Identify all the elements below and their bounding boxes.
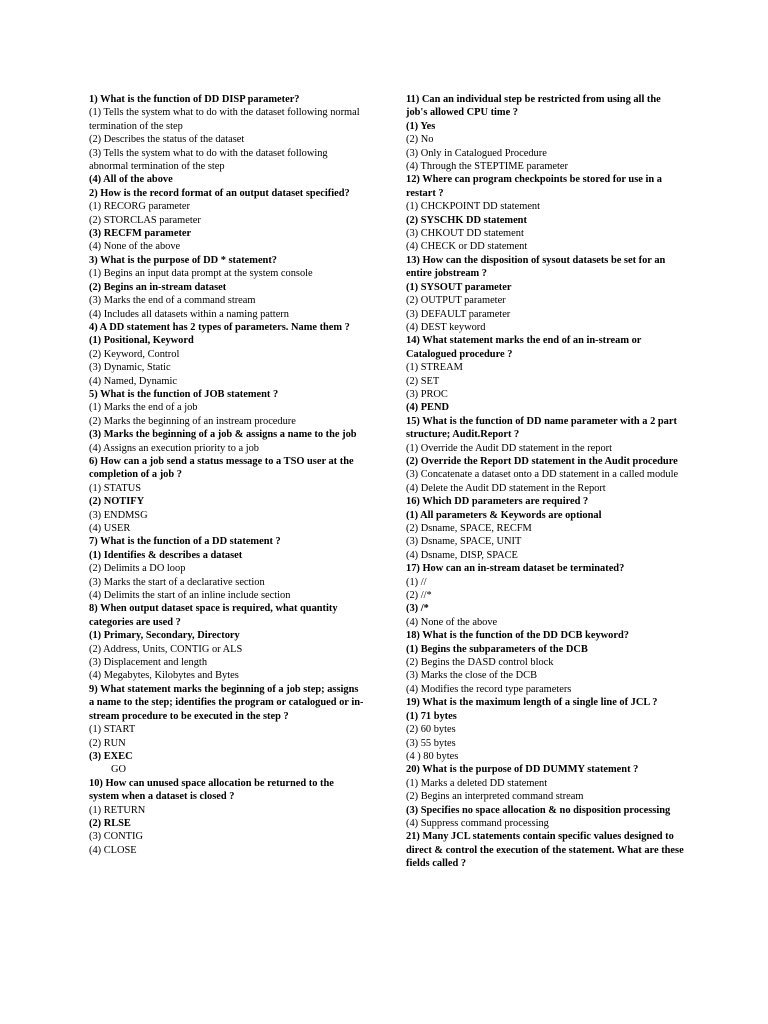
question-text: 3) What is the purpose of DD * statement? [89,254,277,266]
answer-option: (3) Displacement and length [89,657,208,669]
answer-option: (3) DEFAULT parameter [406,308,511,320]
correct-answer-option: (1) All parameters & Keywords are optional [406,509,602,521]
answer-option: (1) Begins an input data prompt at the system console [89,268,313,280]
correct-answer-option: (1) Identifies & describes a dataset [89,549,243,561]
answer-option: (2) Dsname, SPACE, RECFM [406,523,532,534]
answer-option: (3) Marks the start of a declarative section [89,576,265,588]
answer-option: (4) DEST keyword [406,321,486,333]
answer-option: (4) Through the STEPTIME parameter [406,161,568,173]
question-text: 18) What is the function of the DD DCB keyword? [406,630,629,642]
answer-option: (4) Includes all datasets within a naming pattern [89,308,289,320]
answer-option: (1) RECORG parameter [89,201,190,213]
answer-option: (4) Modifies the record type parameters [406,683,572,695]
correct-answer-option: (3) RECFM parameter [89,228,192,240]
question-text: 13) How can the disposition of sysout datasets be set for an entire jobstream ? [406,254,666,280]
correct-answer-option: (1) Primary, Secondary, Directory [89,630,240,642]
question-text: 9) What statement marks the beginning of a job step; assigns a name to the step; identifies the program or catalogued or in-stream procedure to be executed in the step ? [89,683,364,722]
answer-option: (4) CLOSE [89,844,137,856]
answer-option: (1) Marks a deleted DD statement [406,777,548,789]
answer-option: (3) CONTIG [89,831,143,843]
answer-option: (2) Begins an interpreted command stream [406,791,584,803]
correct-answer-option: (1) SYSOUT parameter [406,281,512,293]
question-text: 5) What is the function of JOB statement ? [89,388,279,400]
question-text: 6) How can a job send a status message to a TSO user at the completion of a job ? [89,455,354,481]
answer-option: (4) CHECK or DD statement [406,241,528,253]
answer-option: (3) PROC [406,388,448,400]
answer-option: (4) Megabytes, Kilobytes and Bytes [89,670,239,682]
answer-option: (2) No [406,134,434,146]
correct-answer-option: (4) All of the above [89,174,173,186]
question-text: 1) What is the function of DD DISP parameter? [89,94,300,105]
answer-option: (4) None of the above [89,241,181,253]
answer-option: (1) START [89,724,136,736]
answer-option: GO [111,764,127,776]
question-text: 2) How is the record format of an output dataset specified? [89,187,350,199]
answer-option: (1) Marks the end of a job [89,402,198,414]
correct-answer-option: (2) NOTIFY [89,496,145,508]
answer-option: (1) Tells the system what to do with the dataset following normal termination of the step [89,107,360,132]
question-text: 8) When output dataset space is required, what quantity categories are used ? [89,603,338,628]
answer-option: (4) Delete the Audit DD statement in the Report [406,482,606,494]
answer-option: (2) 60 bytes [406,724,456,736]
correct-answer-option: (1) Yes [406,120,436,132]
answer-option: (4) Suppress command processing [406,817,549,829]
question-text: 4) A DD statement has 2 types of parameters. Name them ? [89,321,350,333]
correct-answer-option: (3) /* [406,603,429,615]
answer-option: (3) Dynamic, Static [89,362,171,374]
answer-option: (4) Dsname, DISP, SPACE [406,549,518,561]
question-text: 12) Where can program checkpoints be stored for use in a restart ? [406,174,662,199]
answer-option: (3) Marks the close of the DCB [406,670,538,682]
correct-answer-option: (1) Positional, Keyword [89,335,194,347]
answer-option: (2) Describes the status of the dataset [89,134,245,146]
answer-option: (2) Begins the DASD control block [406,657,554,669]
question-text: 20) What is the purpose of DD DUMMY statement ? [406,764,639,776]
answer-option: (3) Concatenate a dataset onto a DD statement in a called module [406,469,679,481]
answer-option: (2) SET [406,375,440,387]
answer-option: (2) OUTPUT parameter [406,295,506,307]
question-text: 17) How can an in-stream dataset be terminated? [406,563,625,575]
answer-option: (3) 55 bytes [406,737,456,749]
answer-option: (4 ) 80 bytes [406,750,459,762]
answer-option: (2) Keyword, Control [89,348,180,360]
answer-option: (4) USER [89,523,131,534]
answer-option: (2) //* [406,590,432,602]
question-text: 21) Many JCL statements contain specific values designed to direct & control the execution of the statement. What are these fields called ? [406,831,684,870]
correct-answer-option: (3) EXEC [89,750,133,762]
answer-option: (3) ENDMSG [89,509,148,521]
answer-option: (3) Marks the end of a command stream [89,295,256,307]
answer-option: (3) Only in Catalogued Procedure [406,147,547,159]
correct-answer-option: (2) Begins an in-stream dataset [89,281,227,293]
right-column [406,93,684,871]
question-text: 19) What is the maximum length of a single line of JCL ? [406,697,658,709]
correct-answer-option: (1) 71 bytes [406,710,457,722]
question-text: 15) What is the function of DD name parameter with a 2 part structure; Audit.Report ? [406,415,677,441]
answer-option: (1) CHCKPOINT DD statement [406,201,541,213]
question-text: 11) Can an individual step be restricted from using all the job's allowed CPU time ? [406,94,661,119]
left-column [89,93,364,857]
answer-option: (1) STATUS [89,482,141,494]
answer-option: (3) Tells the system what to do with the dataset following abnormal termination of the step [89,147,328,173]
answer-option: (1) STREAM [406,362,463,374]
correct-answer-option: (3) Marks the beginning of a job & assigns a name to the job [89,429,357,441]
correct-answer-option: (1) Begins the subparameters of the DCB [406,643,588,655]
answer-option: (4) None of the above [406,616,498,628]
answer-option: (4) Named, Dynamic [89,375,178,387]
question-text: 7) What is the function of a DD statement ? [89,536,281,548]
question-text: 16) Which DD parameters are required ? [406,496,589,508]
answer-option: (3) CHKOUT DD statement [406,228,524,240]
correct-answer-option: (2) Override the Report DD statement in the Audit procedure [406,455,678,467]
answer-option: (4) Delimits the start of an inline include section [89,590,291,602]
answer-option: (1) // [406,576,427,588]
question-text: 10) How can unused space allocation be returned to the system when a dataset is closed ? [89,777,334,803]
correct-answer-option: (4) PEND [406,402,449,414]
answer-option: (2) STORCLAS parameter [89,214,201,226]
answer-option: (4) Assigns an execution priority to a job [89,442,259,454]
answer-option: (2) Delimits a DO loop [89,563,186,575]
answer-option: (1) RETURN [89,804,146,816]
answer-option: (2) RUN [89,737,126,749]
answer-option: (2) Address, Units, CONTIG or ALS [89,643,243,655]
correct-answer-option: (2) RLSE [89,817,131,829]
correct-answer-option: (2) SYSCHK DD statement [406,214,527,226]
correct-answer-option: (3) Specifies no space allocation & no disposition processing [406,804,671,816]
answer-option: (1) Override the Audit DD statement in the report [406,442,613,454]
question-text: 14) What statement marks the end of an in-stream or Catalogued procedure ? [406,335,642,360]
answer-option: (2) Marks the beginning of an instream procedure [89,415,296,427]
answer-option: (3) Dsname, SPACE, UNIT [406,536,522,548]
